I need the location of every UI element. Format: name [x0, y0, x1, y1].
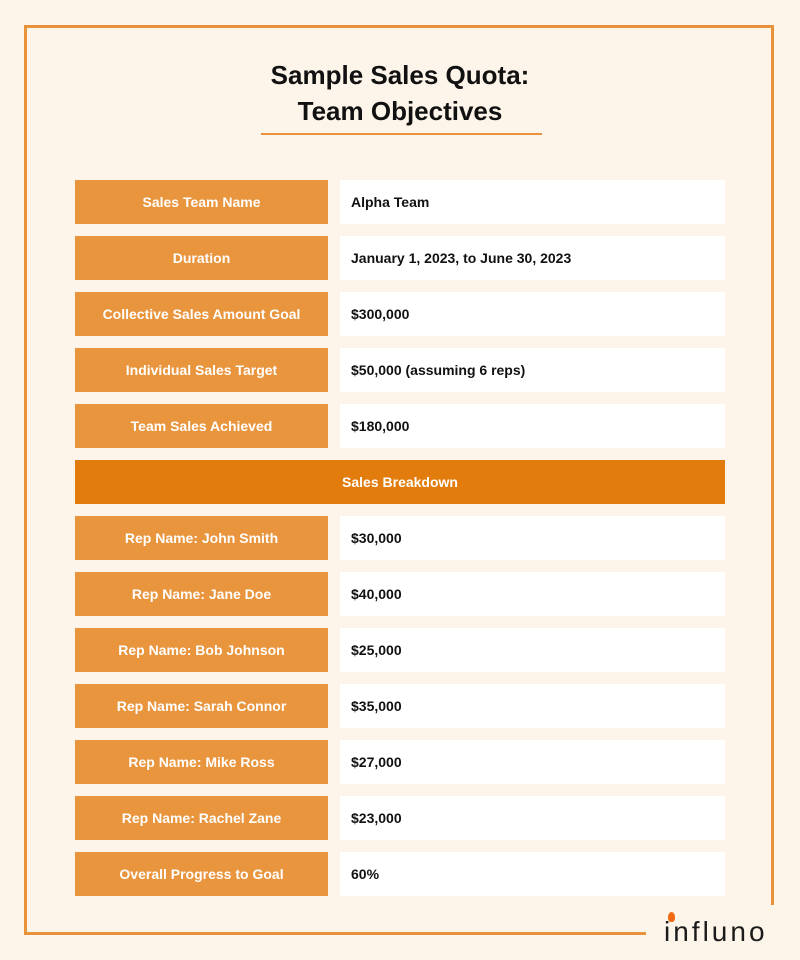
row-value-rep: $25,000: [340, 628, 725, 672]
row-label-collective-goal: Collective Sales Amount Goal: [75, 292, 328, 336]
table-row: [75, 348, 725, 392]
row-value-team-achieved: $180,000: [340, 404, 725, 448]
table-row: [75, 180, 725, 224]
row-label-rep: Rep Name: Rachel Zane: [75, 796, 328, 840]
table-row: [75, 740, 725, 784]
table-row: [75, 404, 725, 448]
row-label-overall-progress: Overall Progress to Goal: [75, 852, 328, 896]
title-line-2: Team Objectives: [297, 96, 503, 126]
quota-table: [75, 180, 725, 908]
table-row: [75, 292, 725, 336]
row-label-rep: Rep Name: Bob Johnson: [75, 628, 328, 672]
row-value-collective-goal: $300,000: [340, 292, 725, 336]
table-row: [75, 796, 725, 840]
row-label-rep: Rep Name: Mike Ross: [75, 740, 328, 784]
table-row: [75, 236, 725, 280]
row-value-rep: $30,000: [340, 516, 725, 560]
row-value-individual-target: $50,000 (assuming 6 reps): [340, 348, 725, 392]
row-value-rep: $40,000: [340, 572, 725, 616]
row-label-team-achieved: Team Sales Achieved: [75, 404, 328, 448]
page-title: [0, 57, 800, 129]
row-label-rep: Rep Name: John Smith: [75, 516, 328, 560]
row-label-rep: Rep Name: Sarah Connor: [75, 684, 328, 728]
row-label-individual-target: Individual Sales Target: [75, 348, 328, 392]
row-value-team-name: Alpha Team: [340, 180, 725, 224]
row-label-team-name: Sales Team Name: [75, 180, 328, 224]
table-row: [75, 628, 725, 672]
row-value-rep: $23,000: [340, 796, 725, 840]
row-value-overall-progress: 60%: [340, 852, 725, 896]
row-value-duration: January 1, 2023, to June 30, 2023: [340, 236, 725, 280]
row-value-rep: $27,000: [340, 740, 725, 784]
section-header-sales-breakdown: Sales Breakdown: [75, 460, 725, 504]
table-row: [75, 572, 725, 616]
row-value-rep: $35,000: [340, 684, 725, 728]
brand-logo: influno: [664, 916, 768, 947]
row-label-rep: Rep Name: Jane Doe: [75, 572, 328, 616]
title-underline: [261, 133, 542, 135]
table-row: [75, 852, 725, 896]
row-label-duration: Duration: [75, 236, 328, 280]
table-row: [75, 516, 725, 560]
title-line-1: Sample Sales Quota:: [270, 60, 530, 90]
table-row: [75, 684, 725, 728]
